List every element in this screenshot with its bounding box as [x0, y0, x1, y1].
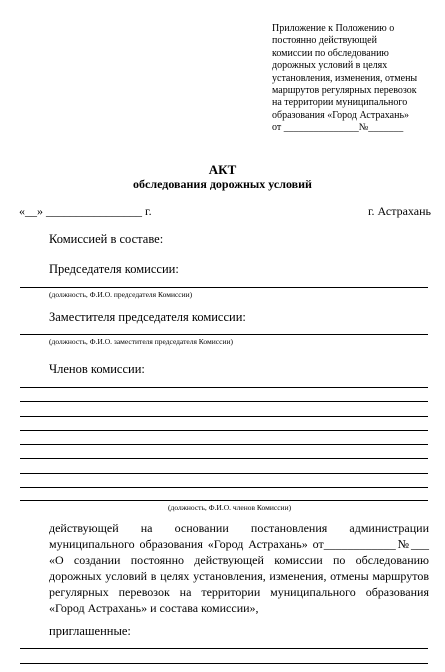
members-line-8	[20, 487, 428, 488]
members-line-5	[20, 444, 428, 445]
members-line-1	[20, 387, 428, 388]
commission-heading: Комиссией в составе:	[49, 232, 164, 246]
members-line-9	[20, 500, 428, 501]
invited-line-2	[20, 663, 428, 664]
members-line-7	[20, 473, 428, 474]
members-line-3	[20, 416, 428, 417]
deputy-hint: (должность, Ф.И.О. заместителя председателя Комиссии)	[49, 337, 233, 346]
members-label: Членов комиссии:	[49, 362, 145, 376]
invited-line-1	[20, 648, 428, 649]
members-hint: (должность, Ф.И.О. членов Комиссии)	[168, 503, 292, 512]
appendix-note: Приложение к Положению о постоянно действующей комиссии по обследованию дорожных условий в целях установления, изменения, отмены маршрутов регулярных перевозок на территории муниципального образования «Город Астрахань» от _______________№_______	[272, 23, 418, 134]
act-subtitle: обследования дорожных условий	[133, 177, 312, 191]
act-title: АКТ	[208, 162, 237, 177]
invited-label: приглашенные:	[49, 624, 131, 638]
city-label: г. Астрахань	[367, 204, 431, 218]
members-line-2	[20, 401, 428, 402]
deputy-label: Заместителя председателя комиссии:	[49, 310, 246, 324]
members-line-4	[20, 430, 428, 431]
chairman-line	[20, 287, 428, 288]
chairman-label: Председателя комиссии:	[49, 262, 179, 276]
deputy-line	[20, 334, 428, 335]
basis-paragraph: действующей на основании постановления администрации муниципального образования «Город Астрахань» от____________№___ «О создании постоянно действующей комиссии по обследованию дорожных условий в целях установления, изменения, отмены маршрутов регулярных перевозок на территории муниципального образования «Город Астрахань» и состава комиссии»,	[49, 521, 429, 615]
chairman-hint: (должность, Ф.И.О. председателя Комиссии)	[49, 290, 193, 299]
members-line-6	[20, 458, 428, 459]
date-field: «__» ________________ г.	[19, 204, 152, 218]
